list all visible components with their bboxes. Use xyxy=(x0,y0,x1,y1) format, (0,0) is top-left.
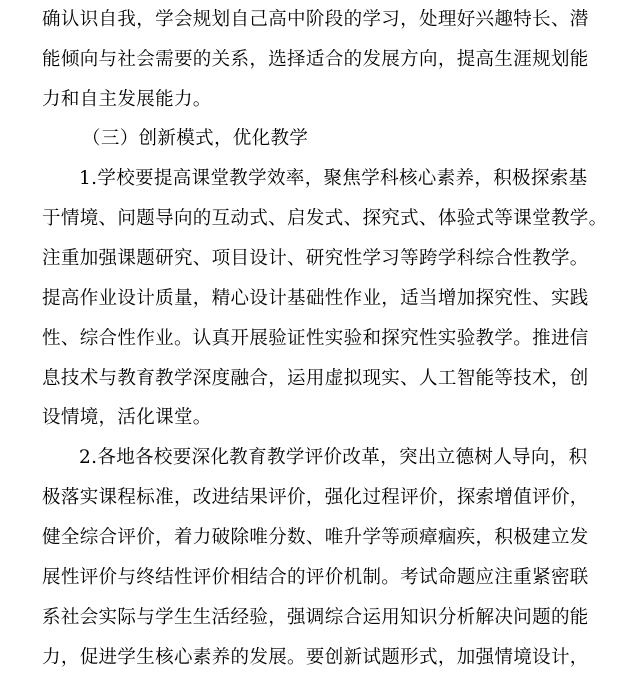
text-line: 1.学校要提高课堂教学效率，聚焦学科核心素养，积极探索基 xyxy=(79,168,588,189)
text-line: 2.各地各校要深化教育教学评价改革，突出立德树人导向，积 xyxy=(79,447,588,468)
text-line: 提高作业设计质量，精心设计基础性作业，适当增加探究性、实践 xyxy=(42,288,589,309)
text-line: 注重加强课题研究、项目设计、研究性学习等跨学科综合性教学。 xyxy=(42,248,589,269)
text-line: 息技术与教育教学深度融合，运用虚拟现实、人工智能等技术，创 xyxy=(42,368,589,389)
text-line: 性、综合性作业。认真开展验证性实验和探究性实验教学。推进信 xyxy=(42,328,589,349)
text-line: 设情境，活化课堂。 xyxy=(42,407,212,428)
text-line: 健全综合评价，着力破除唯分数、唯升学等顽瘴痼疾，积极建立发 xyxy=(42,527,589,548)
text-line: 确认识自我，学会规划自己高中阶段的学习，处理好兴趣特长、潜 xyxy=(42,9,589,30)
text-line: 力和自主发展能力。 xyxy=(42,89,212,110)
text-line: 系社会实际与学生生活经验，强调综合运用知识分析解决问题的能 xyxy=(42,607,589,628)
text-line: 力，促进学生核心素养的发展。要创新试题形式，加强情境设计， xyxy=(42,647,589,668)
text-line: 展性评价与终结性评价相结合的评价机制。考试命题应注重紧密联 xyxy=(42,567,589,588)
section-heading: （三）创新模式，优化教学 xyxy=(82,128,309,149)
text-line: 能倾向与社会需要的关系，选择适合的发展方向，提高生涯规划能 xyxy=(42,49,589,70)
text-line: 极落实课程标准，改进结果评价，强化过程评价，探索增值评价， xyxy=(42,487,589,508)
text-line: 于情境、问题导向的互动式、启发式、探究式、体验式等课堂教学。 xyxy=(42,208,608,229)
